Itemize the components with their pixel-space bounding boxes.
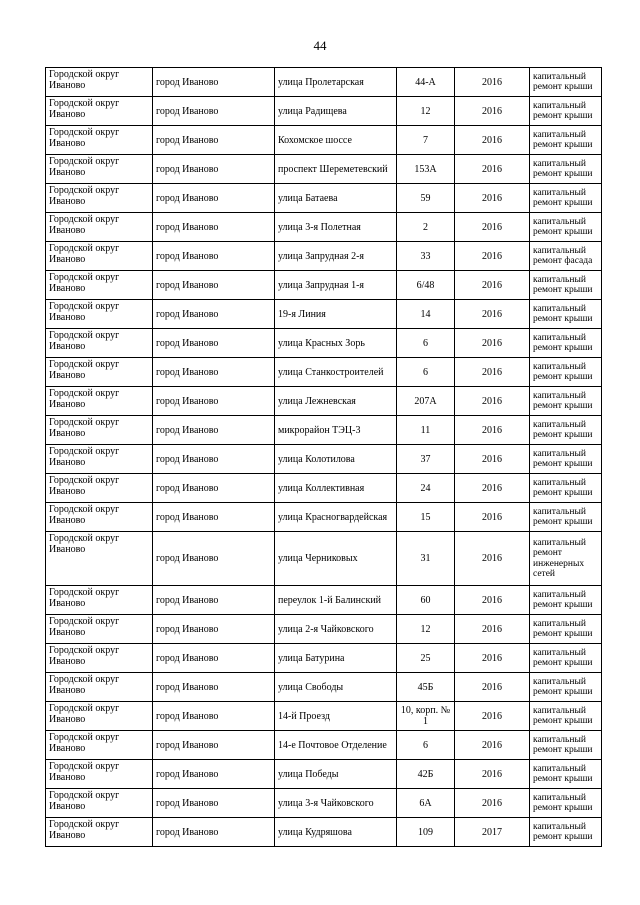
city-cell: город Иваново xyxy=(153,387,275,416)
year-cell: 2016 xyxy=(455,271,530,300)
district-cell: Городской округ Иваново xyxy=(46,358,153,387)
housing-repair-table xyxy=(45,67,602,847)
city-cell: город Иваново xyxy=(153,271,275,300)
year-cell: 2016 xyxy=(455,387,530,416)
city-cell: город Иваново xyxy=(153,329,275,358)
house-number-cell: 15 xyxy=(397,503,455,532)
house-number-cell: 12 xyxy=(397,97,455,126)
table-row xyxy=(46,416,602,445)
year-cell: 2016 xyxy=(455,184,530,213)
table-row xyxy=(46,644,602,673)
city-cell: город Иваново xyxy=(153,445,275,474)
district-cell: Городской округ Иваново xyxy=(46,586,153,615)
district-cell: Городской округ Иваново xyxy=(46,445,153,474)
year-cell: 2016 xyxy=(455,329,530,358)
table-row xyxy=(46,97,602,126)
repair-type-cell: капитальный ремонт крыши xyxy=(530,789,602,818)
house-number-cell: 59 xyxy=(397,184,455,213)
district-cell: Городской округ Иваново xyxy=(46,789,153,818)
table-row xyxy=(46,615,602,644)
street-cell: Кохомское шоссе xyxy=(275,126,397,155)
district-cell: Городской округ Иваново xyxy=(46,615,153,644)
repair-type-cell: капитальный ремонт крыши xyxy=(530,818,602,847)
house-number-cell: 109 xyxy=(397,818,455,847)
house-number-cell: 7 xyxy=(397,126,455,155)
year-cell: 2016 xyxy=(455,68,530,97)
city-cell: город Иваново xyxy=(153,242,275,271)
city-cell: город Иваново xyxy=(153,615,275,644)
city-cell: город Иваново xyxy=(153,731,275,760)
repair-type-cell: капитальный ремонт крыши xyxy=(530,474,602,503)
repair-type-cell: капитальный ремонт крыши xyxy=(530,329,602,358)
table-row xyxy=(46,445,602,474)
table-row xyxy=(46,184,602,213)
repair-type-cell: капитальный ремонт крыши xyxy=(530,644,602,673)
table-row xyxy=(46,760,602,789)
table-row xyxy=(46,358,602,387)
house-number-cell: 37 xyxy=(397,445,455,474)
street-cell: улица 3-я Чайковского xyxy=(275,789,397,818)
city-cell: город Иваново xyxy=(153,97,275,126)
year-cell: 2016 xyxy=(455,416,530,445)
year-cell: 2016 xyxy=(455,97,530,126)
city-cell: город Иваново xyxy=(153,213,275,242)
table-row xyxy=(46,673,602,702)
district-cell: Городской округ Иваново xyxy=(46,760,153,789)
year-cell: 2016 xyxy=(455,300,530,329)
street-cell: улица Победы xyxy=(275,760,397,789)
house-number-cell: 14 xyxy=(397,300,455,329)
house-number-cell: 6 xyxy=(397,731,455,760)
house-number-cell: 44-А xyxy=(397,68,455,97)
street-cell: 19-я Линия xyxy=(275,300,397,329)
repair-type-cell: капитальный ремонт инженерных сетей xyxy=(530,532,602,586)
district-cell: Городской округ Иваново xyxy=(46,702,153,731)
street-cell: улица Батаева xyxy=(275,184,397,213)
house-number-cell: 207А xyxy=(397,387,455,416)
table-row xyxy=(46,586,602,615)
street-cell: улица Красных Зорь xyxy=(275,329,397,358)
district-cell: Городской округ Иваново xyxy=(46,184,153,213)
city-cell: город Иваново xyxy=(153,416,275,445)
district-cell: Городской округ Иваново xyxy=(46,271,153,300)
district-cell: Городской округ Иваново xyxy=(46,387,153,416)
district-cell: Городской округ Иваново xyxy=(46,474,153,503)
street-cell: проспект Шереметевский xyxy=(275,155,397,184)
district-cell: Городской округ Иваново xyxy=(46,329,153,358)
house-number-cell: 33 xyxy=(397,242,455,271)
city-cell: город Иваново xyxy=(153,126,275,155)
year-cell: 2016 xyxy=(455,155,530,184)
table-row xyxy=(46,242,602,271)
table-row xyxy=(46,213,602,242)
house-number-cell: 6 xyxy=(397,329,455,358)
street-cell: улица Коллективная xyxy=(275,474,397,503)
year-cell: 2016 xyxy=(455,731,530,760)
year-cell: 2016 xyxy=(455,789,530,818)
street-cell: переулок 1-й Балинский xyxy=(275,586,397,615)
house-number-cell: 6/48 xyxy=(397,271,455,300)
year-cell: 2016 xyxy=(455,673,530,702)
repair-type-cell: капитальный ремонт крыши xyxy=(530,586,602,615)
repair-type-cell: капитальный ремонт крыши xyxy=(530,213,602,242)
street-cell: улица Кудряшова xyxy=(275,818,397,847)
city-cell: город Иваново xyxy=(153,503,275,532)
city-cell: город Иваново xyxy=(153,644,275,673)
street-cell: микрорайон ТЭЦ-3 xyxy=(275,416,397,445)
street-cell: 14-й Проезд xyxy=(275,702,397,731)
city-cell: город Иваново xyxy=(153,184,275,213)
house-number-cell: 6А xyxy=(397,789,455,818)
street-cell: улица Красногвардейская xyxy=(275,503,397,532)
street-cell: улица Свободы xyxy=(275,673,397,702)
repair-type-cell: капитальный ремонт крыши xyxy=(530,503,602,532)
house-number-cell: 153А xyxy=(397,155,455,184)
street-cell: улица 3-я Полетная xyxy=(275,213,397,242)
repair-type-cell: капитальный ремонт крыши xyxy=(530,184,602,213)
year-cell: 2016 xyxy=(455,474,530,503)
year-cell: 2016 xyxy=(455,760,530,789)
city-cell: город Иваново xyxy=(153,760,275,789)
year-cell: 2016 xyxy=(455,532,530,586)
street-cell: улица Запрудная 1-я xyxy=(275,271,397,300)
house-number-cell: 12 xyxy=(397,615,455,644)
repair-type-cell: капитальный ремонт крыши xyxy=(530,445,602,474)
house-number-cell: 31 xyxy=(397,532,455,586)
house-number-cell: 24 xyxy=(397,474,455,503)
district-cell: Городской округ Иваново xyxy=(46,503,153,532)
house-number-cell: 42Б xyxy=(397,760,455,789)
street-cell: улица Пролетарская xyxy=(275,68,397,97)
street-cell: улица Колотилова xyxy=(275,445,397,474)
repair-type-cell: капитальный ремонт крыши xyxy=(530,673,602,702)
year-cell: 2017 xyxy=(455,818,530,847)
repair-type-cell: капитальный ремонт крыши xyxy=(530,760,602,789)
district-cell: Городской округ Иваново xyxy=(46,300,153,329)
year-cell: 2016 xyxy=(455,644,530,673)
city-cell: город Иваново xyxy=(153,789,275,818)
table-row xyxy=(46,532,602,586)
year-cell: 2016 xyxy=(455,126,530,155)
district-cell: Городской округ Иваново xyxy=(46,673,153,702)
street-cell: улица Станкостроителей xyxy=(275,358,397,387)
repair-type-cell: капитальный ремонт крыши xyxy=(530,416,602,445)
house-number-cell: 10, корп. № 1 xyxy=(397,702,455,731)
table-row xyxy=(46,126,602,155)
repair-type-cell: капитальный ремонт крыши xyxy=(530,731,602,760)
house-number-cell: 25 xyxy=(397,644,455,673)
table-row xyxy=(46,300,602,329)
year-cell: 2016 xyxy=(455,702,530,731)
street-cell: улица Батурина xyxy=(275,644,397,673)
district-cell: Городской округ Иваново xyxy=(46,731,153,760)
city-cell: город Иваново xyxy=(153,358,275,387)
repair-type-cell: капитальный ремонт фасада xyxy=(530,242,602,271)
table-body xyxy=(46,68,602,847)
house-number-cell: 6 xyxy=(397,358,455,387)
district-cell: Городской округ Иваново xyxy=(46,97,153,126)
year-cell: 2016 xyxy=(455,358,530,387)
page-number: 44 xyxy=(313,38,327,53)
street-cell: улица Радищева xyxy=(275,97,397,126)
table-row xyxy=(46,329,602,358)
city-cell: город Иваново xyxy=(153,818,275,847)
district-cell: Городской округ Иваново xyxy=(46,242,153,271)
district-cell: Городской округ Иваново xyxy=(46,68,153,97)
year-cell: 2016 xyxy=(455,586,530,615)
year-cell: 2016 xyxy=(455,242,530,271)
table-row xyxy=(46,155,602,184)
city-cell: город Иваново xyxy=(153,68,275,97)
table-row xyxy=(46,731,602,760)
city-cell: город Иваново xyxy=(153,702,275,731)
repair-type-cell: капитальный ремонт крыши xyxy=(530,97,602,126)
street-cell: улица Черниковых xyxy=(275,532,397,586)
district-cell: Городской округ Иваново xyxy=(46,155,153,184)
city-cell: город Иваново xyxy=(153,673,275,702)
repair-type-cell: капитальный ремонт крыши xyxy=(530,155,602,184)
table-row xyxy=(46,503,602,532)
city-cell: город Иваново xyxy=(153,586,275,615)
district-cell: Городской округ Иваново xyxy=(46,213,153,242)
street-cell: улица Лежневская xyxy=(275,387,397,416)
city-cell: город Иваново xyxy=(153,474,275,503)
street-cell: 14-е Почтовое Отделение xyxy=(275,731,397,760)
street-cell: улица Запрудная 2-я xyxy=(275,242,397,271)
repair-type-cell: капитальный ремонт крыши xyxy=(530,358,602,387)
repair-type-cell: капитальный ремонт крыши xyxy=(530,615,602,644)
house-number-cell: 11 xyxy=(397,416,455,445)
city-cell: город Иваново xyxy=(153,155,275,184)
year-cell: 2016 xyxy=(455,615,530,644)
repair-type-cell: капитальный ремонт крыши xyxy=(530,271,602,300)
table-row xyxy=(46,789,602,818)
table-row xyxy=(46,474,602,503)
year-cell: 2016 xyxy=(455,445,530,474)
district-cell: Городской округ Иваново xyxy=(46,818,153,847)
year-cell: 2016 xyxy=(455,213,530,242)
table-row xyxy=(46,702,602,731)
district-cell: Городской округ Иваново xyxy=(46,416,153,445)
street-cell: улица 2-я Чайковского xyxy=(275,615,397,644)
city-cell: город Иваново xyxy=(153,532,275,586)
repair-type-cell: капитальный ремонт крыши xyxy=(530,300,602,329)
house-number-cell: 45Б xyxy=(397,673,455,702)
repair-type-cell: капитальный ремонт крыши xyxy=(530,702,602,731)
house-number-cell: 2 xyxy=(397,213,455,242)
district-cell: Городской округ Иваново xyxy=(46,644,153,673)
repair-type-cell: капитальный ремонт крыши xyxy=(530,126,602,155)
table-row xyxy=(46,271,602,300)
house-number-cell: 60 xyxy=(397,586,455,615)
repair-type-cell: капитальный ремонт крыши xyxy=(530,387,602,416)
city-cell: город Иваново xyxy=(153,300,275,329)
table-row xyxy=(46,68,602,97)
table-row xyxy=(46,387,602,416)
table-row xyxy=(46,818,602,847)
repair-type-cell: капитальный ремонт крыши xyxy=(530,68,602,97)
district-cell: Городской округ Иваново xyxy=(46,126,153,155)
year-cell: 2016 xyxy=(455,503,530,532)
district-cell: Городской округ Иваново xyxy=(46,532,153,586)
